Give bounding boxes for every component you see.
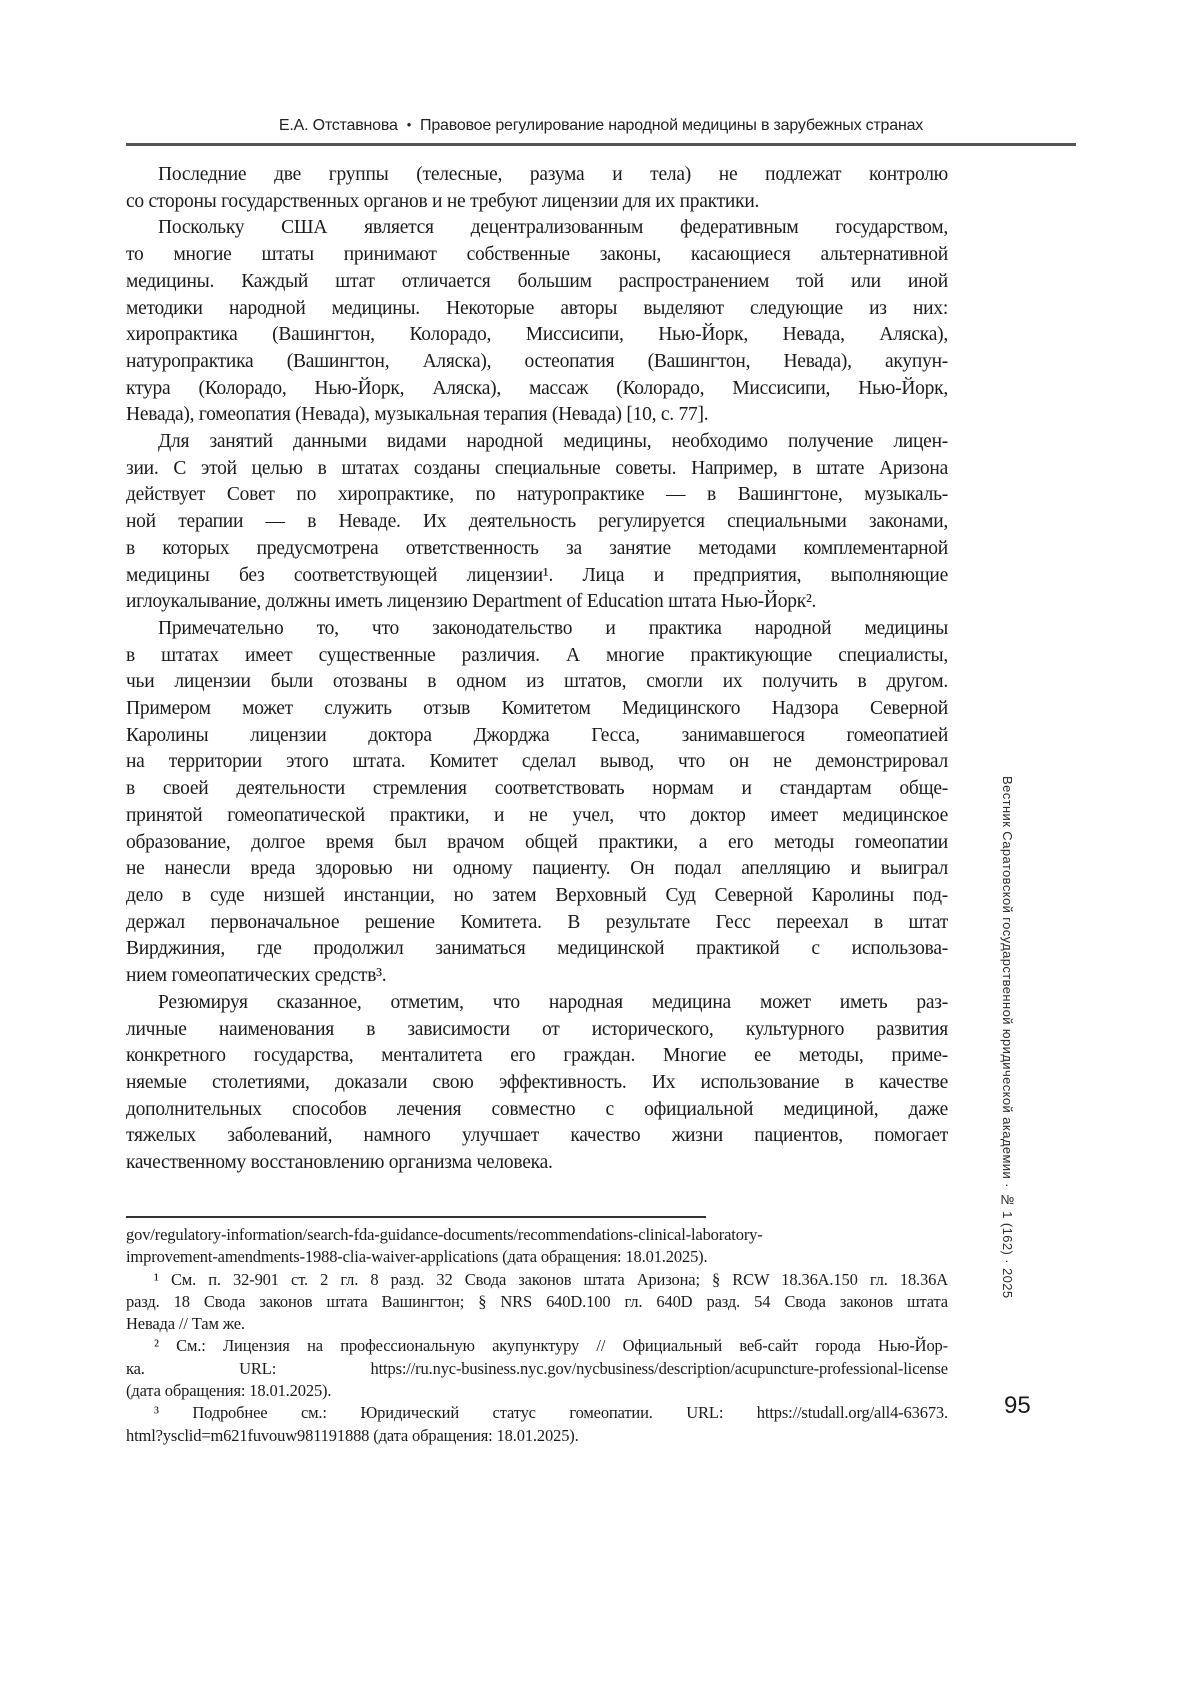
article-body — [126, 162, 948, 1177]
body-line: ктура (Колорадо, Нью-Йорк, Аляска), массаж (Колорадо, Миссисипи, Нью-Йорк, — [126, 377, 948, 399]
body-line: медицины. Каждый штат отличается большим распространением той или иной — [126, 270, 948, 292]
footnote-item — [126, 1269, 948, 1336]
running-header-author: Е.А. Отставнова — [278, 117, 398, 134]
footnote-line: ³ Подробнее см.: Юридический статус гомеопатии. URL: https://studall.org/all4-63673. — [154, 1403, 948, 1423]
body-line: методики народной медицины. Некоторые авторы выделяют следующие из них: — [126, 297, 948, 319]
footnote-continuation — [126, 1224, 948, 1269]
body-line: зии. С этой целью в штатах созданы специальные советы. Например, в штате Аризона — [126, 457, 948, 479]
body-line: Примером может служить отзыв Комитетом Медицинского Надзора Северной — [126, 698, 948, 720]
footnotes — [126, 1224, 948, 1447]
body-line: хиропрактика (Вашингтон, Колорадо, Миссисипи, Нью-Йорк, Невада, Аляска), — [126, 324, 948, 346]
footnote-line: ка. URL: https://ru.nyc-business.nyc.gov/nycbusiness/description/acupuncture-professional-license — [126, 1358, 948, 1378]
body-paragraph — [126, 429, 948, 616]
page-number: 95 — [1004, 1392, 1031, 1419]
body-line: со стороны государственных органов и не требуют лицензии для их практики. — [126, 190, 760, 212]
body-line: конкретного государства, менталитета его граждан. Многие ее методы, приме- — [126, 1045, 948, 1067]
footnote-rule — [126, 1216, 706, 1218]
body-paragraph — [126, 616, 948, 990]
running-header-separator-dot: • — [406, 117, 412, 132]
body-line: иглоукалывание, должны иметь лицензию Department of Education штата Нью-Йорк². — [126, 591, 817, 613]
body-line: дело в суде низшей инстанции, но затем Верховный Суд Северной Каролины под- — [126, 884, 948, 906]
body-line: медицины без соответствующей лицензии¹. Лица и предприятия, выполняющие — [126, 564, 948, 586]
body-line: качественному восстановлению организма человека. — [126, 1152, 553, 1174]
body-line: Примечательно то, что законодательство и практика народной медицины — [158, 617, 948, 639]
body-line: нием гомеопатических средств³. — [126, 965, 387, 987]
body-line: чьи лицензии были отозваны в одном из штатов, смогли их получить в другом. — [126, 671, 948, 693]
footnote-line: Невада // Там же. — [126, 1314, 245, 1334]
header-rule — [126, 143, 1076, 146]
body-paragraph — [126, 215, 948, 429]
body-line: в штатах имеет существенные различия. А многие практикующие специалисты, — [126, 644, 948, 666]
footnote-line: ² См.: Лицензия на профессиональную акупунктуру // Официальный веб-сайт города Нью-Йор- — [154, 1336, 948, 1356]
body-line: дополнительных способов лечения совместно с официальной медициной, даже — [126, 1098, 948, 1120]
body-line: то многие штаты принимают собственные законы, касающиеся альтернативной — [126, 244, 948, 266]
body-line: Вирджиния, где продолжил заниматься медицинской практикой с использова- — [126, 938, 948, 960]
body-line: Последние две группы (телесные, разума и тела) не подлежат контролю — [158, 164, 948, 185]
body-line: личные наименования в зависимости от исторического, культурного развития — [126, 1018, 948, 1040]
body-line: Каролины лицензии доктора Джорджа Гесса, занимавшегося гомеопатией — [126, 724, 948, 746]
footnote-line: html?ysclid=m621fuvouw981191888 (дата обращения: 18.01.2025). — [126, 1425, 579, 1445]
body-line: Резюмируя сказанное, отметим, что народная медицина может иметь раз- — [158, 991, 948, 1013]
body-line: действует Совет по хиропрактике, по натуропрактике — в Вашингтоне, музыкаль- — [126, 484, 948, 506]
body-paragraph — [126, 162, 948, 215]
body-line: в своей деятельности стремления соответствовать нормам и стандартам обще- — [126, 778, 948, 800]
footnote-item — [126, 1335, 948, 1402]
body-line: не нанесли вреда здоровью ни одному пациенту. Он подал апелляцию и выиграл — [126, 858, 948, 880]
running-header-title: Правовое регулирование народной медицины в зарубежных странах — [420, 117, 924, 134]
body-line: принятой гомеопатической практики, и не учел, что доктор имеет медицинское — [126, 804, 948, 826]
footnote-line: improvement-amendments-1988-clia-waiver-applications (дата обращения: 18.01.2025). — [126, 1247, 708, 1267]
body-line: держал первоначальное решение Комитета. В результате Гесс переехал в штат — [126, 911, 948, 933]
running-header — [126, 117, 1076, 135]
body-line: Невада), гомеопатия (Невада), музыкальная терапия (Невада) [10, с. 77]. — [126, 404, 709, 426]
body-line: на территории этого штата. Комитет сделал вывод, что он не демонстрировал — [126, 751, 948, 773]
footnote-line: ¹ См. п. 32-901 ст. 2 гл. 8 разд. 32 Свода законов штата Аризона; § RCW 18.36A.150 гл. 18.36A — [154, 1269, 948, 1289]
body-paragraph — [126, 990, 948, 1177]
footnote-line: (дата обращения: 18.01.2025). — [126, 1381, 332, 1401]
body-line: образование, долгое время был врачом общей практики, а его методы гомеопатии — [126, 831, 948, 853]
footnote-line: gov/regulatory-information/search-fda-guidance-documents/recommendations-clinical-laboratory- — [126, 1225, 763, 1244]
body-line: Для занятий данными видами народной медицины, необходимо получение лицен- — [158, 431, 948, 453]
body-line: тяжелых заболеваний, намного улучшает качество жизни пациентов, помогает — [126, 1125, 948, 1147]
body-line: натуропрактика (Вашингтон, Аляска), остеопатия (Вашингтон, Невада), акупун- — [126, 350, 948, 372]
body-line: Поскольку США является децентрализованным федеративным государством, — [158, 217, 948, 239]
footnote-line: разд. 18 Свода законов штата Вашингтон; § NRS 640D.100 гл. 640D разд. 54 Свода законов штата — [126, 1291, 948, 1311]
body-line: в которых предусмотрена ответственность за занятие методами комплементарной — [126, 537, 948, 559]
body-line: ной терапии — в Неваде. Их деятельность регулируется специальными законами, — [126, 511, 948, 533]
journal-edition-vertical-label: Вестник Саратовской государственной юридической академии · № 1 (162) · 2025 — [1000, 776, 1015, 1299]
footnote-item — [126, 1402, 948, 1447]
body-line: няемые столетиями, доказали свою эффективность. Их использование в качестве — [126, 1071, 948, 1093]
